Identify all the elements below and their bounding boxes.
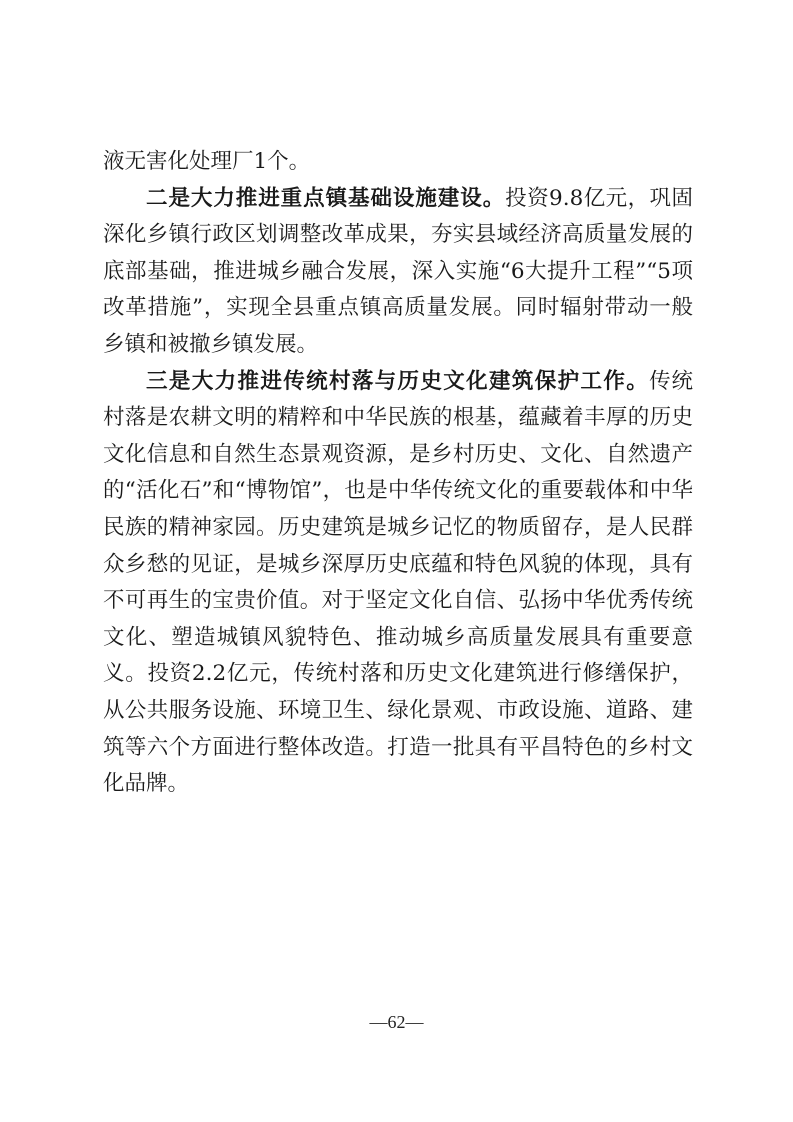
- paragraph-lead-heading: 二是大力推进重点镇基础设施建设。: [146, 185, 506, 211]
- paragraph-key-towns-infrastructure: [103, 181, 693, 364]
- paragraph-body-text: 传统村落是农耕文明的精粹和中华民族的根基，蕴藏着丰厚的历史文化信息和自然生态景观资源，是乡村历史、文化、自然遗产的“活化石”和“博物馆”，也是中华传统文化的重要载体和中华民族的精神家园。历史建筑是城乡记忆的物质留存，是人民群众乡愁的见证，是城乡深厚历史底蕴和特色风貌的体现，具有不可再生的宝贵价值。对于坚定文化自信、弘扬中华优秀传统文化、塑造城镇风貌特色、推动城乡高质量发展具有重要意义。投资2.2亿元，传统村落和历史文化建筑进行修缮保护，从公共服务设施、环境卫生、绿化景观、市政设施、道路、建筑等六个方面进行整体改造。打造一批具有平昌特色的乡村文化品牌。: [103, 368, 693, 797]
- document-body: [103, 144, 693, 803]
- page-number: —62—: [369, 1012, 424, 1032]
- paragraph-continuation: 液无害化处理厂1个。: [103, 149, 311, 174]
- paragraph-body-text: 投资9.8亿元，巩固深化乡镇行政区划调整改革成果，夯实县域经济高质量发展的底部基础，推进城乡融合发展，深入实施“6大提升工程”“5项改革措施”，实现全县重点镇高质量发展。同时辐射带动一般乡镇和被撤乡镇发展。: [103, 185, 693, 357]
- paragraph-lead-heading: 三是大力推进传统村落与历史文化建筑保护工作。: [146, 368, 650, 394]
- paragraph-traditional-villages-protection: [103, 364, 693, 803]
